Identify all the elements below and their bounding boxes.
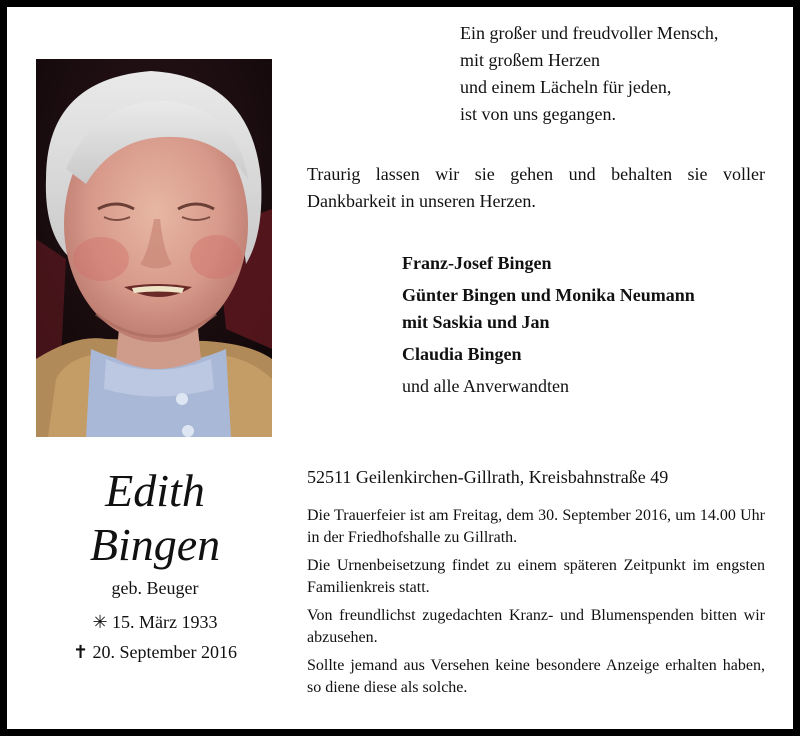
notice-info: Sollte jemand aus Versehen keine besondere Anzeige erhalten haben, so diene diese als solche. <box>307 657 765 696</box>
family-member-children: mit Saskia und Jan <box>402 312 550 332</box>
intro-text: Traurig lassen wir sie gehen und behalten sie voller Dankbarkeit in unseren Herzen. <box>307 164 765 211</box>
flowers-info: Von freundlichst zugedachten Kranz- und Blumenspenden bitten wir abzusehen. <box>307 607 765 646</box>
poem-line: ist von uns gegangen. <box>460 104 616 124</box>
deceased-last-name: Bingen <box>89 519 221 570</box>
address: 52511 Geilenkirchen-Gillrath, Kreisbahnstraße 49 <box>307 467 669 487</box>
service-details <box>307 505 765 705</box>
portrait-photo <box>36 59 272 437</box>
birth-date: ✳ 15. März 1933 <box>92 612 218 632</box>
deceased-first-name: Edith <box>105 465 205 516</box>
funeral-info: Die Trauerfeier ist am Freitag, dem 30. September 2016, um 14.00 Uhr in der Friedhofshalle zu Gillrath. <box>307 507 765 546</box>
maiden-name: geb. Beuger <box>111 578 199 598</box>
poem-line: Ein großer und freudvoller Mensch, <box>460 23 719 43</box>
poem <box>460 20 718 128</box>
poem-line: mit großem Herzen <box>460 50 600 70</box>
poem-line: und einem Lächeln für jeden, <box>460 77 672 97</box>
family-member: Franz-Josef Bingen <box>402 253 552 273</box>
family-member: Günter Bingen und Monika Neumann <box>402 285 695 305</box>
urn-info: Die Urnenbeisetzung findet zu einem späteren Zeitpunkt im engsten Familienkreis statt. <box>307 557 765 596</box>
relatives: und alle Anverwandten <box>402 376 569 396</box>
family-list <box>402 250 695 400</box>
family-member: Claudia Bingen <box>402 344 522 364</box>
death-date: ✝ 20. September 2016 <box>72 642 238 662</box>
